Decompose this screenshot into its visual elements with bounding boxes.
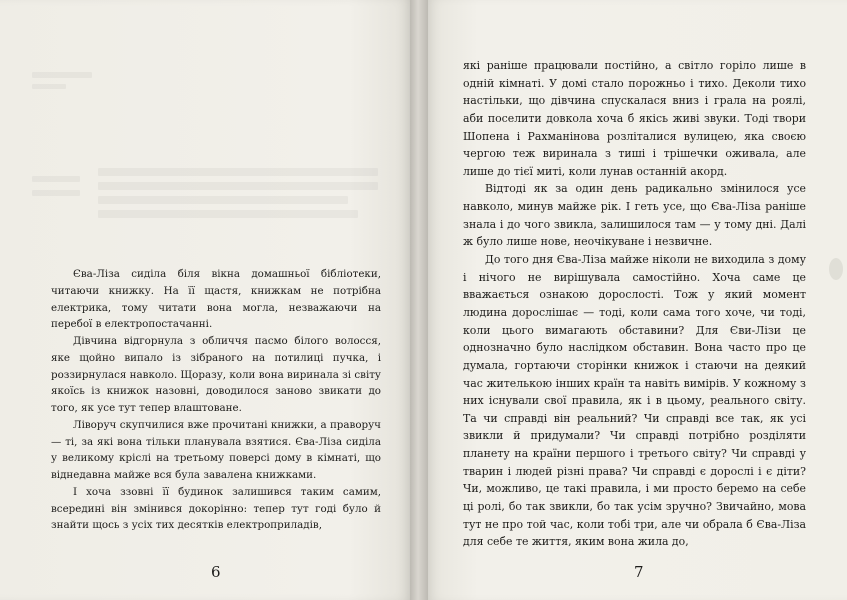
show-through-mark xyxy=(32,84,66,89)
book-gutter xyxy=(410,0,428,600)
page-number: 7 xyxy=(634,563,644,581)
show-through-mark xyxy=(98,168,378,176)
show-through-mark xyxy=(32,72,92,78)
show-through-mark xyxy=(32,190,80,196)
paragraph: І хоча ззовні її будинок залишився таким самим, всередині він змінився докорінно: тепер тут годі було й знайти щось з усіх тих десятків електроприладів, xyxy=(51,485,381,532)
paragraph: Єва-Ліза сиділа біля вікна домашньої бібліотеки, читаючи книжку. На її щастя, книжкам не потрібна електрика, тому читати вона могла, незважаючи на перебої в електропостачанні. xyxy=(51,268,381,331)
right-page-text xyxy=(463,57,806,551)
show-through-mark xyxy=(98,182,378,190)
paragraph: Дівчина відгорнула з обличчя пасмо білого волосся, яке щойно випало із зібраного на потилиці пучка, і роззирнулася навколо. Щоразу, коли вона виринала зі світу якоїсь із книжок назовні, доводилося заново звикати до того, як усе тут тепер влаштоване. xyxy=(51,335,381,415)
paragraph: До того дня Єва-Ліза майже ніколи не виходила з дому і нічого не вирішувала самостійно. Хоча саме це вважається ознакою дорослості. Тож у який момент людина дорослішає — тоді, коли сама того хоче, чи тоді, коли цього вимагають обставини? Для Єви-Лізи це однозначно було наслідком обставин. Вона часто про це думала, гортаючи сторінки книжок і стаючи на деякий час жителькою інших країн та навіть вимірів. У кожному з них існували свої правила, як і в цьому, реального світу. Та чи справді він реальний? Чи справді все так, як усі звикли й придумали? Чи справді потрібно розділяти планету на країни першого і третього світу? Чи справді у тварин і людей різні права? Чи справді є дорослі і є діти? Чи, можливо, це такі правила, і ми просто беремо на себе ці ролі, бо так звикли, бо так усім зручно? Звичайно, мова тут не про той час, коли тобі три, але чи обрала б Єва-Ліза для себе те життя, яким вона жила до, xyxy=(463,253,806,549)
right-page xyxy=(428,0,847,600)
left-page xyxy=(0,0,410,600)
paragraph: Ліворуч скупчилися вже прочитані книжки, а праворуч — ті, за які вона тільки планувала взятися. Єва-Ліза сиділа у великому кріслі на третьому поверсі дому в кімнаті, що віднедавна майже вся була завалена книжками. xyxy=(51,418,381,482)
page-number: 6 xyxy=(211,563,221,581)
show-through-mark xyxy=(98,196,348,204)
show-through-mark xyxy=(32,176,80,182)
show-through-mark xyxy=(829,258,843,280)
left-page-text xyxy=(51,266,381,534)
paragraph: які раніше працювали постійно, а світло горіло лише в одній кімнаті. У домі стало порожньо і тихо. Деколи тихо настільки, що дівчина спускалася вниз і грала на роялі, аби поселити довкола хоча б якісь живі звуки. Тоді твори Шопена і Рахманінова розліталися вулицею, яка своєю чергою теж виринала з тиші і трішечки оживала, але лише до тієї миті, коли лунав останній акорд. xyxy=(463,59,806,178)
show-through-mark xyxy=(98,210,358,218)
paragraph: Відтоді як за один день радикально змінилося усе навколо, минув майже рік. І геть усе, що Єва-Ліза раніше знала і до чого звикла, залишилося там — у тому дні. Далі ж було лише нове, неочікуване і незвичне. xyxy=(463,182,806,249)
